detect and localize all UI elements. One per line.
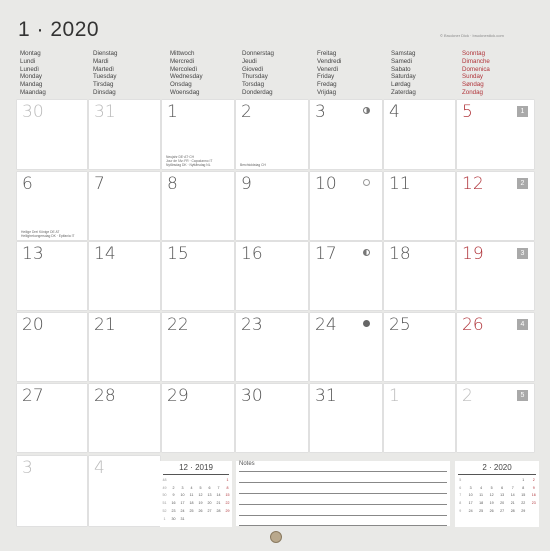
weekday-name: Thursday <box>242 73 268 81</box>
mini-day <box>486 476 497 484</box>
weekday-name: Zondag <box>462 88 483 96</box>
mini-week-number: 48 <box>162 477 167 482</box>
week-number-badge: 2 <box>517 178 528 189</box>
mini-day: 7 <box>217 485 220 490</box>
mini-day: 3 <box>181 485 184 490</box>
weekday-name: Sunday <box>462 73 483 81</box>
day-cell[interactable] <box>162 384 234 452</box>
day-number: 4 <box>389 102 400 122</box>
day-number: 5 <box>462 102 473 122</box>
day-cell[interactable] <box>384 242 455 310</box>
mini-day: 22 <box>521 501 526 506</box>
day-cell[interactable] <box>236 384 308 452</box>
holiday-note-line: Heilige Drei Könige DE AT <box>21 230 60 234</box>
moon-last-icon <box>363 249 370 256</box>
weekday-name: Wednesday <box>170 73 203 81</box>
weekday-name: Samedi <box>391 57 412 65</box>
day-cell[interactable] <box>457 100 534 169</box>
mini-day <box>178 476 187 484</box>
weekday-name: Lundi <box>20 57 36 65</box>
mini-day: 13 <box>207 493 212 498</box>
copyright-text: © Bruckner Dick · brucknerdick.com <box>440 33 504 38</box>
day-cell[interactable] <box>457 172 534 240</box>
day-cell[interactable] <box>384 100 455 169</box>
mini-day: 9 <box>172 493 175 498</box>
day-cell[interactable] <box>162 242 234 310</box>
mini-week-number: 1 <box>163 516 166 521</box>
mini-day: 12 <box>198 493 203 498</box>
weekday-header <box>170 50 203 97</box>
mini-day: 14 <box>216 493 221 498</box>
holiday-note-line: Neujahr DE·AT·CH <box>166 155 194 159</box>
mini-day: 15 <box>225 493 230 498</box>
day-cell[interactable] <box>310 172 382 240</box>
mini-day: 2 <box>172 485 175 490</box>
day-cell[interactable] <box>89 384 160 452</box>
weekday-name: Vrijdag <box>317 88 337 96</box>
day-cell[interactable] <box>162 313 234 381</box>
day-number: 19 <box>462 244 484 264</box>
mini-day: 25 <box>479 509 484 514</box>
mini-day: 19 <box>198 501 203 506</box>
weekday-name: Friday <box>317 73 335 81</box>
weekday-name: Fredag <box>317 81 337 89</box>
mini-calendar-prev-title: 12 · 2019 <box>179 463 213 472</box>
weekday-header <box>462 50 490 97</box>
mini-day <box>196 515 205 523</box>
day-cell[interactable] <box>89 172 160 240</box>
mini-day: 4 <box>480 485 483 490</box>
mini-day: 2 <box>532 477 535 482</box>
day-number: 30 <box>241 386 263 406</box>
mini-day: 19 <box>489 501 494 506</box>
mini-day: 16 <box>171 501 176 506</box>
mini-day <box>507 476 518 484</box>
mini-day: 29 <box>225 509 230 514</box>
weekday-name: Zaterdag <box>391 88 416 96</box>
mini-calendar-next <box>455 461 539 527</box>
weekday-name: Martedì <box>93 65 114 73</box>
weekday-name: Mittwoch <box>170 50 195 57</box>
mini-day: 21 <box>510 501 515 506</box>
day-cell[interactable] <box>384 172 455 240</box>
week-number-badge: 4 <box>517 319 528 330</box>
day-cell[interactable] <box>236 242 308 310</box>
weekday-name: Mandag <box>20 81 43 89</box>
mini-day: 20 <box>500 501 505 506</box>
day-number: 17 <box>315 244 337 264</box>
weekday-name: Samstag <box>391 50 416 57</box>
mini-day: 26 <box>198 509 203 514</box>
day-cell[interactable] <box>17 100 87 169</box>
mini-day: 16 <box>531 493 536 498</box>
weekday-name: Giovedì <box>242 65 264 73</box>
mini-day: 28 <box>216 509 221 514</box>
mini-day: 20 <box>207 501 212 506</box>
weekday-name: Onsdag <box>170 81 192 89</box>
mini-day: 5 <box>199 485 202 490</box>
mini-day: 8 <box>522 485 525 490</box>
day-number: 23 <box>241 315 263 335</box>
day-cell[interactable] <box>17 384 87 452</box>
mini-day <box>214 515 223 523</box>
mini-day: 11 <box>189 493 194 498</box>
weekday-name: Donnerstag <box>242 50 274 57</box>
mini-day: 26 <box>489 509 494 514</box>
day-cell[interactable] <box>17 456 87 526</box>
day-cell[interactable] <box>457 242 534 310</box>
holiday-note <box>21 230 75 238</box>
mini-day: 5 <box>490 485 493 490</box>
mini-day: 31 <box>180 516 185 521</box>
mini-day: 22 <box>225 501 230 506</box>
day-cell[interactable] <box>17 172 87 240</box>
day-cell[interactable] <box>310 242 382 310</box>
mini-day: 13 <box>500 493 505 498</box>
mini-day: 7 <box>511 485 514 490</box>
weekday-name: Dimanche <box>462 57 490 65</box>
mini-day: 18 <box>479 501 484 506</box>
mini-calendar-next-title: 2 · 2020 <box>482 463 512 472</box>
day-number: 27 <box>22 386 44 406</box>
mini-week-number: 9 <box>459 509 462 514</box>
weekday-name: Maandag <box>20 88 46 96</box>
day-number: 25 <box>389 315 411 335</box>
mini-day <box>169 476 178 484</box>
day-number: 13 <box>22 244 44 264</box>
weekday-name: Torsdag <box>242 81 265 89</box>
day-number: 4 <box>94 458 105 478</box>
mini-day <box>205 515 214 523</box>
weekday-name: Dinsdag <box>93 88 116 96</box>
mini-day: 1 <box>226 477 229 482</box>
day-cell[interactable] <box>310 384 382 452</box>
holiday-note <box>240 163 266 167</box>
day-number: 9 <box>241 174 252 194</box>
day-number: 8 <box>167 174 178 194</box>
day-number: 24 <box>315 315 337 335</box>
mini-week-number: 51 <box>162 501 167 506</box>
mini-day: 30 <box>171 516 176 521</box>
mini-day: 23 <box>171 509 176 514</box>
weekday-name: Dienstag <box>93 50 118 57</box>
mini-day: 4 <box>190 485 193 490</box>
day-cell[interactable] <box>17 313 87 381</box>
weekday-name: Lørdag <box>391 81 411 89</box>
mini-day: 14 <box>510 493 515 498</box>
day-number: 2 <box>241 102 252 122</box>
mini-week-number: 50 <box>162 493 167 498</box>
moon-full-icon <box>363 179 370 186</box>
weekday-name: Venerdì <box>317 65 339 73</box>
day-cell[interactable] <box>236 100 308 169</box>
mini-day: 28 <box>510 509 515 514</box>
mini-day: 18 <box>189 501 194 506</box>
mini-day <box>205 476 214 484</box>
mini-week-number: 49 <box>162 485 167 490</box>
weekday-name: Vendredi <box>317 57 342 65</box>
mini-day: 1 <box>522 477 525 482</box>
day-number: 26 <box>462 315 484 335</box>
weekday-name: Jeudi <box>242 57 257 65</box>
mini-day <box>214 476 223 484</box>
weekday-name: Monday <box>20 73 43 81</box>
notes-label: Notes <box>239 461 255 467</box>
day-number: 15 <box>167 244 189 264</box>
weekday-name: Tirsdag <box>93 81 114 89</box>
weekday-name: Saturday <box>391 73 416 81</box>
weekday-name: Domenica <box>462 65 490 73</box>
month-title: 1 · 2020 <box>18 18 100 41</box>
weekday-name: Mercoledì <box>170 65 198 73</box>
day-number: 1 <box>389 386 400 406</box>
mini-day: 27 <box>207 509 212 514</box>
weekday-name: Montag <box>20 50 41 57</box>
mini-day: 17 <box>180 501 185 506</box>
mini-day: 25 <box>189 509 194 514</box>
mini-day: 10 <box>468 493 473 498</box>
day-number: 14 <box>94 244 116 264</box>
mini-day: 24 <box>468 509 473 514</box>
day-number: 31 <box>94 102 116 122</box>
weekday-name: Freitag <box>317 50 337 57</box>
weekday-name: Sabato <box>391 65 411 73</box>
holiday-note-line: Helligtrekongersdag DK · Epifania IT <box>21 234 75 238</box>
mini-day <box>223 515 232 523</box>
weekday-header <box>317 50 341 97</box>
day-cell[interactable] <box>236 313 308 381</box>
day-number: 21 <box>94 315 116 335</box>
week-number-badge: 1 <box>517 106 528 117</box>
weekday-name: Woensdag <box>170 88 200 96</box>
day-number: 1 <box>167 102 178 122</box>
moon-new-icon <box>363 320 370 327</box>
holiday-note-line: Berchtoldstag CH <box>240 163 266 167</box>
mini-day: 9 <box>532 485 535 490</box>
mini-day: 27 <box>500 509 505 514</box>
day-cell[interactable] <box>89 100 160 169</box>
day-cell[interactable] <box>310 313 382 381</box>
day-number: 28 <box>94 386 116 406</box>
day-number: 7 <box>94 174 105 194</box>
mini-day: 23 <box>531 501 536 506</box>
day-number: 30 <box>22 102 44 122</box>
mini-day <box>465 476 476 484</box>
week-number-badge: 5 <box>517 390 528 401</box>
weekday-name: Donderdag <box>242 88 273 96</box>
day-cell[interactable] <box>384 313 455 381</box>
weekday-name: Tuesday <box>93 73 117 81</box>
day-number: 22 <box>167 315 189 335</box>
day-number: 3 <box>22 458 33 478</box>
day-number: 11 <box>389 174 411 194</box>
day-cell[interactable] <box>89 456 160 526</box>
day-cell[interactable] <box>89 313 160 381</box>
day-cell[interactable] <box>457 313 534 381</box>
mini-week-number: 6 <box>459 485 462 490</box>
hanging-hole <box>270 531 282 543</box>
mini-day: 10 <box>180 493 185 498</box>
mini-calendar-prev <box>160 461 232 527</box>
mini-day: 29 <box>521 509 526 514</box>
day-number: 3 <box>315 102 326 122</box>
mini-week-number: 8 <box>459 501 462 506</box>
mini-week-number: 5 <box>459 477 462 482</box>
weekday-header <box>93 50 117 97</box>
notes-area[interactable] <box>236 461 450 526</box>
day-cell[interactable] <box>236 172 308 240</box>
mini-day: 8 <box>226 485 229 490</box>
weekday-header <box>20 50 46 97</box>
mini-day: 17 <box>468 501 473 506</box>
day-number: 31 <box>315 386 337 406</box>
mini-day: 3 <box>469 485 472 490</box>
mini-day: 6 <box>208 485 211 490</box>
day-number: 20 <box>22 315 44 335</box>
mini-day <box>187 476 196 484</box>
mini-day: 11 <box>479 493 484 498</box>
mini-day <box>528 507 539 515</box>
day-number: 12 <box>462 174 484 194</box>
weekday-header <box>242 50 274 97</box>
weekday-name: Lunedì <box>20 65 39 73</box>
holiday-note-line: Jour de l'An FR · Capodanno IT <box>166 159 213 163</box>
day-cell[interactable] <box>89 242 160 310</box>
mini-day: 15 <box>521 493 526 498</box>
weekday-header <box>391 50 416 97</box>
day-number: 10 <box>315 174 337 194</box>
day-cell[interactable] <box>384 384 455 452</box>
day-cell[interactable] <box>162 172 234 240</box>
mini-week-number: 7 <box>459 493 462 498</box>
day-number: 18 <box>389 244 411 264</box>
mini-day: 24 <box>180 509 185 514</box>
mini-day: 21 <box>216 501 221 506</box>
day-number: 29 <box>167 386 189 406</box>
day-cell[interactable] <box>310 100 382 169</box>
mini-week-number: 52 <box>162 509 167 514</box>
day-cell[interactable] <box>17 242 87 310</box>
mini-day <box>497 476 508 484</box>
mini-day <box>187 515 196 523</box>
day-cell[interactable] <box>162 100 234 169</box>
holiday-note-line: Nytårsdag DK · Nyttårsdag NL <box>166 163 211 167</box>
mini-day <box>196 476 205 484</box>
day-number: 2 <box>462 386 473 406</box>
day-number: 6 <box>22 174 33 194</box>
moon-first-icon <box>363 107 370 114</box>
day-cell[interactable] <box>457 384 534 452</box>
mini-day <box>476 476 487 484</box>
mini-day: 6 <box>501 485 504 490</box>
holiday-note <box>166 155 212 167</box>
weekday-name: Mercredi <box>170 57 195 65</box>
day-number: 16 <box>241 244 263 264</box>
weekday-name: Mardi <box>93 57 109 65</box>
weekday-name: Søndag <box>462 81 484 89</box>
week-number-badge: 3 <box>517 248 528 259</box>
mini-day: 12 <box>489 493 494 498</box>
weekday-name: Sonntag <box>462 50 486 57</box>
